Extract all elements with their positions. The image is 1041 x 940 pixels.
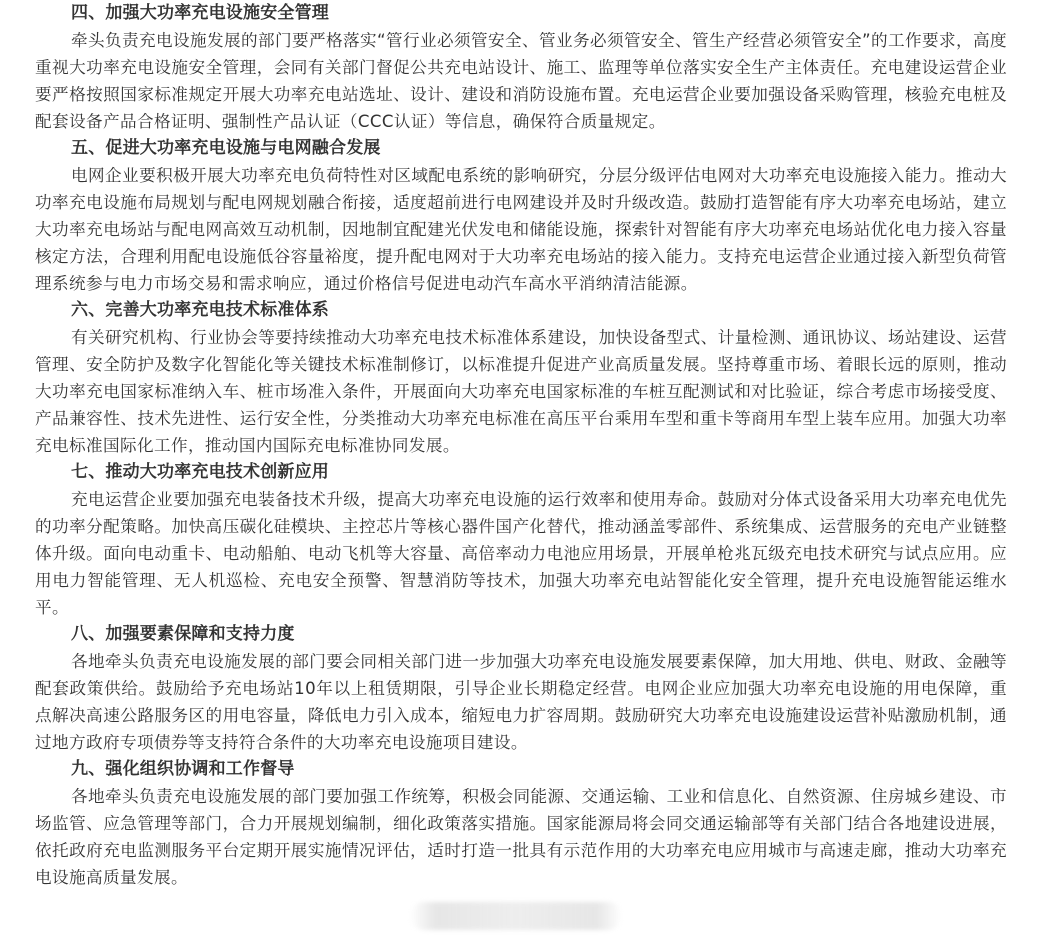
section-6 bbox=[35, 297, 1007, 459]
section-heading: 四、加强大功率充电设施安全管理 bbox=[71, 3, 329, 23]
section-heading: 七、推动大功率充电技术创新应用 bbox=[71, 462, 329, 482]
section-heading: 九、强化组织协调和工作督导 bbox=[71, 759, 295, 779]
section-paragraph: 各地牵头负责充电设施发展的部门要加强工作统筹，积极会同能源、交通运输、工业和信息化、自然资源、住房城乡建设、市场监管、应急管理等部门，合力开展规划编制，细化政策落实措施。国家能源局将会同交通运输部等有关部门结合各地建设进展，依托政府充电监测服务平台定期开展实施情况评估，适时打造一批具有示范作用的大功率充电应用城市与高速走廊，推动大功率充电设施高质量发展。 bbox=[35, 787, 1007, 887]
section-paragraph: 各地牵头负责充电设施发展的部门要会同相关部门进一步加强大功率充电设施发展要素保障，加大用地、供电、财政、金融等配套政策供给。鼓励给予充电场站10年以上租赁期限，引导企业长期稳定经营。电网企业应加强大功率充电设施的用电保障，重点解决高速公路服务区的用电容量，降低电力引入成本，缩短电力扩容周期。鼓励研究大功率充电设施建设运营补贴激励机制，通过地方政府专项债券等支持符合条件的大功率充电设施项目建设。 bbox=[35, 652, 1007, 752]
blurred-watermark bbox=[410, 902, 622, 930]
section-8 bbox=[35, 621, 1007, 756]
section-5 bbox=[35, 135, 1007, 297]
section-paragraph: 充电运营企业要加强充电装备技术升级，提高大功率充电设施的运行效率和使用寿命。鼓励对分体式设备采用大功率充电优先的功率分配策略。加快高压碳化硅模块、主控芯片等核心器件国产化替代，推动涵盖零部件、系统集成、运营服务的充电产业链整体升级。面向电动重卡、电动船舶、电动飞机等大容量、高倍率动力电池应用场景，开展单枪兆瓦级充电技术研究与试点应用。应用电力智能管理、无人机巡检、充电安全预警、智慧消防等技术，加强大功率充电站智能化安全管理，提升充电设施智能运维水平。 bbox=[35, 490, 1007, 617]
section-paragraph: 有关研究机构、行业协会等要持续推动大功率充电技术标准体系建设，加快设备型式、计量检测、通讯协议、场站建设、运营管理、安全防护及数字化智能化等关键技术标准制修订，以标准提升促进产业高质量发展。坚持尊重市场、着眼长远的原则，推动大功率充电国家标准纳入车、桩市场准入条件，开展面向大功率充电国家标准的车桩互配测试和对比验证，综合考虑市场接受度、产品兼容性、技术先进性、运行安全性，分类推动大功率充电标准在高压平台乘用车型和重卡等商用车型上装车应用。加强大功率充电标准国际化工作，推动国内国际充电标准协同发展。 bbox=[35, 328, 1007, 455]
section-9 bbox=[35, 756, 1007, 891]
section-paragraph: 牵头负责充电设施发展的部门要严格落实“管行业必须管安全、管业务必须管安全、管生产经营必须管安全”的工作要求，高度重视大功率充电设施安全管理，会同有关部门督促公共充电站设计、施工、监理等单位落实安全生产主体责任。充电建设运营企业要严格按照国家标准规定开展大功率充电站选址、设计、建设和消防设施布置。充电运营企业要加强设备采购管理，核验充电桩及配套设备产品合格证明、强制性产品认证（CCC认证）等信息，确保符合质量规定。 bbox=[35, 31, 1007, 131]
section-heading: 八、加强要素保障和支持力度 bbox=[71, 624, 295, 644]
section-paragraph: 电网企业要积极开展大功率充电负荷特性对区域配电系统的影响研究，分层分级评估电网对大功率充电设施接入能力。推动大功率充电设施布局规划与配电网规划融合衔接，适度超前进行电网建设并及时升级改造。鼓励打造智能有序大功率充电场站，建立大功率充电场站与配电网高效互动机制，因地制宜配建光伏发电和储能设施，探索针对智能有序大功率充电场站优化电力接入容量核定方法，合理利用配电设施低谷容量裕度，提升配电网对于大功率充电场站的接入能力。支持充电运营企业通过接入新型负荷管理系统参与电力市场交易和需求响应，通过价格信号促进电动汽车高水平消纳清洁能源。 bbox=[35, 166, 1007, 293]
document-body bbox=[35, 0, 1007, 891]
section-4 bbox=[35, 0, 1007, 135]
section-7 bbox=[35, 459, 1007, 621]
section-heading: 五、促进大功率充电设施与电网融合发展 bbox=[71, 138, 381, 158]
section-heading: 六、完善大功率充电技术标准体系 bbox=[71, 300, 329, 320]
